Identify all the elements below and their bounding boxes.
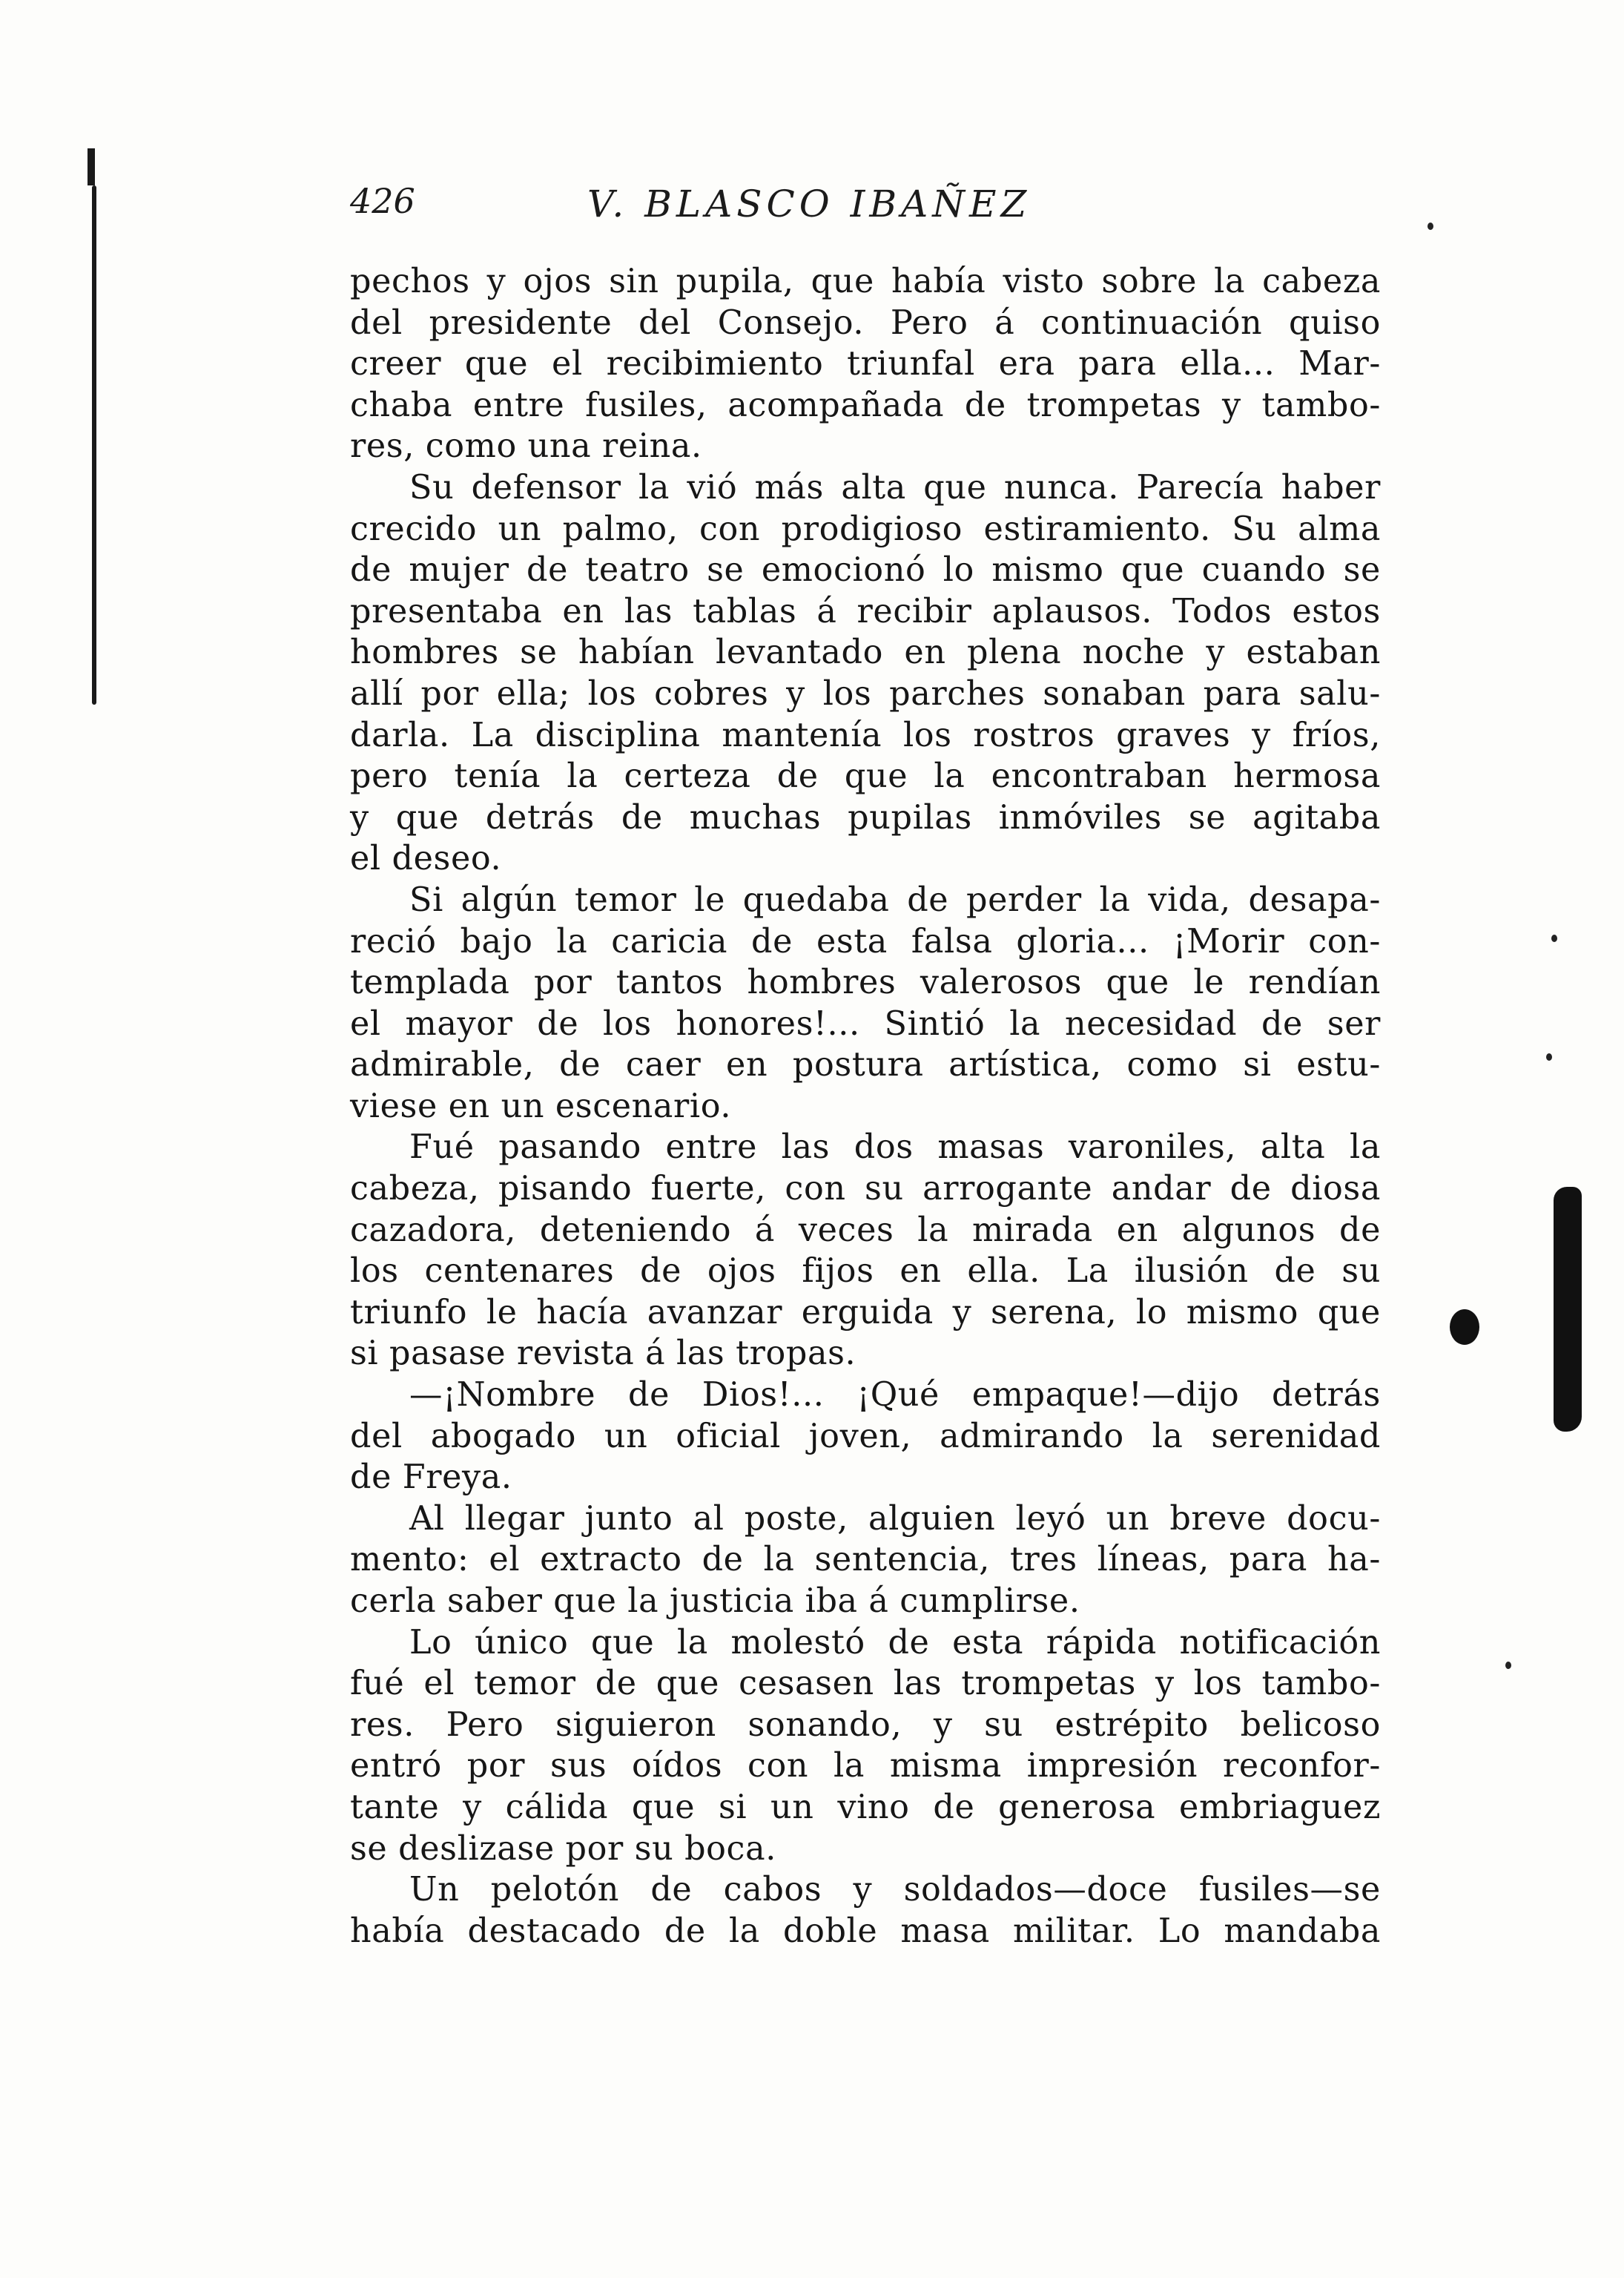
text-line: del abogado un oficial joven, admirando la serenidad [350, 1417, 1381, 1455]
text-line: pero tenía la certeza de que la encontraban hermosa [350, 757, 1381, 796]
text-line: creer que el recibimiento triunfal era para ella... Mar- [350, 345, 1381, 383]
text-line: mento: el extracto de la sentencia, tres líneas, para ha- [350, 1541, 1381, 1579]
text-line: allí por ella; los cobres y los parches sonaban para salu- [350, 674, 1381, 713]
text-line: —¡Nombre de Dios!... ¡Qué empaque!—dijo detrás [409, 1376, 1381, 1415]
page-header [350, 178, 1388, 237]
text-line: res, como una reina. [350, 427, 702, 466]
text-line: res. Pero siguieron sonando, y su estrépito belicoso [350, 1705, 1381, 1744]
text-line: de mujer de teatro se emocionó lo mismo que cuando se [350, 551, 1381, 590]
text-line: triunfo le hacía avanzar erguida y serena, lo mismo que [350, 1293, 1381, 1331]
ink-dot-right-margin [1450, 1309, 1479, 1345]
text-line: y que detrás de muchas pupilas inmóviles se agitaba [350, 798, 1381, 837]
margin-speck [1546, 1053, 1552, 1061]
text-line: cerla saber que la justicia iba á cumplirse. [350, 1582, 1080, 1620]
text-line: se deslizase por su boca. [350, 1829, 776, 1868]
text-line: cabeza, pisando fuerte, con su arrogante andar de diosa [350, 1170, 1381, 1208]
text-line: de Freya. [350, 1458, 512, 1497]
text-line: los centenares de ojos fijos en ella. La ilusión de su [350, 1252, 1381, 1291]
margin-speck [1427, 223, 1433, 230]
text-line: el mayor de los honores!... Sintió la necesidad de ser [350, 1004, 1381, 1043]
text-line: Si algún temor le quedaba de perder la vida, desapa- [409, 880, 1381, 919]
running-head: V. BLASCO IBAÑEZ [587, 182, 1031, 226]
text-line: Su defensor la vió más alta que nunca. Parecía haber [409, 468, 1381, 507]
text-line: del presidente del Consejo. Pero á continuación quiso [350, 303, 1381, 342]
text-line: Un pelotón de cabos y soldados—doce fusiles—se [409, 1871, 1381, 1909]
text-line: fué el temor de que cesasen las trompetas y los tambo- [350, 1665, 1381, 1703]
text-line: Al llegar junto al poste, alguien leyó un breve docu- [409, 1499, 1381, 1538]
text-line: viese en un escenario. [350, 1087, 732, 1125]
text-line: cazadora, deteniendo á veces la mirada en algunos de [350, 1211, 1381, 1249]
margin-speck [1551, 935, 1557, 942]
text-line: presentaba en las tablas á recibir aplausos. Todos estos [350, 592, 1381, 631]
text-line: pechos y ojos sin pupila, que había visto sobre la cabeza [350, 263, 1381, 300]
text-line: Lo único que la molestó de esta rápida notificación [409, 1623, 1381, 1662]
text-line: reció bajo la caricia de esta falsa gloria... ¡Morir con- [350, 922, 1381, 961]
body-text [350, 261, 1381, 1952]
text-line: templada por tantos hombres valerosos que le rendían [350, 964, 1381, 1002]
text-line: hombres se habían levantado en plena noche y estaban [350, 633, 1381, 672]
text-line: crecido un palmo, con prodigioso estiramiento. Su alma [350, 510, 1381, 548]
text-line: chaba entre fusiles, acompañada de trompetas y tambo- [350, 386, 1381, 424]
text-line: había destacado de la doble masa militar. Lo mandaba [350, 1912, 1381, 1950]
page-number: 426 [350, 181, 415, 221]
binding-shadow [92, 185, 96, 705]
ink-blot-right-margin [1554, 1187, 1582, 1432]
text-line: admirable, de caer en postura artística, como si estu- [350, 1046, 1381, 1084]
text-line: entró por sus oídos con la misma impresión reconfor- [350, 1747, 1381, 1785]
binding-mark [88, 148, 95, 185]
text-line: tante y cálida que si un vino de generosa embriaguez [350, 1788, 1381, 1826]
text-line: el deseo. [350, 840, 502, 878]
text-line: darla. La disciplina mantenía los rostros graves y fríos, [350, 716, 1381, 754]
margin-speck [1505, 1662, 1511, 1669]
text-line: si pasase revista á las tropas. [350, 1334, 856, 1373]
text-line: Fué pasando entre las dos masas varoniles, alta la [409, 1128, 1381, 1167]
